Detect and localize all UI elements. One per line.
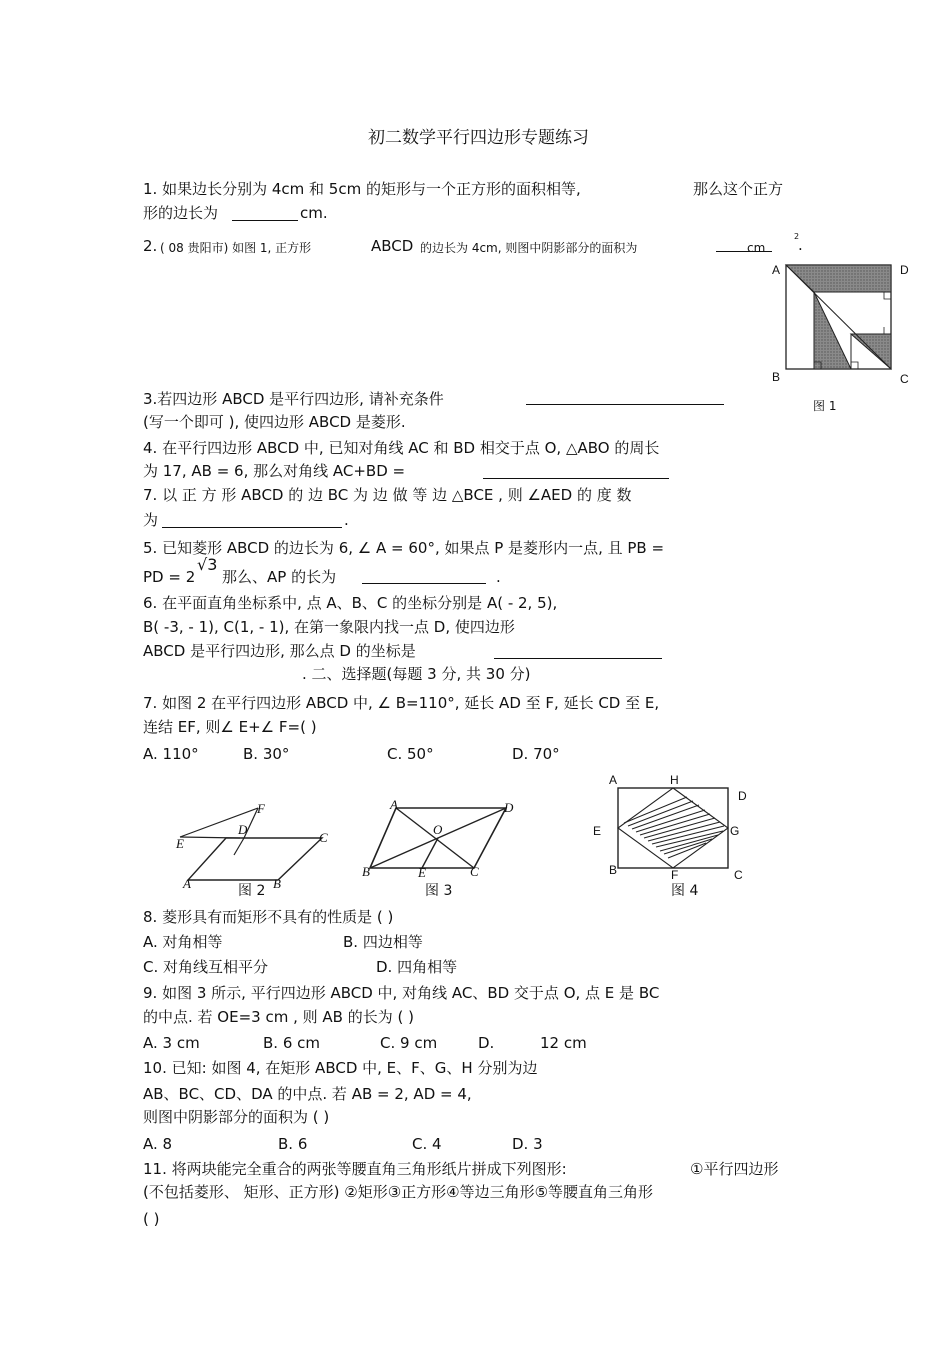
q8-option-c: C. 对角线互相平分 (143, 958, 269, 976)
fig3-label-e: E (418, 865, 426, 880)
fig2-label-a: A (183, 876, 191, 891)
fig4-label-b: B (609, 863, 618, 877)
q2-superscript: 2 (794, 232, 800, 241)
q9-line2: 的中点. 若 OE=3 cm , 则 AB 的长为 ( ) (143, 1008, 414, 1026)
q7a-answer-blank (162, 527, 342, 528)
fig3-label-d: D (504, 800, 514, 815)
q1-line2-end: cm. (300, 204, 328, 222)
fig4-label-c: C (734, 868, 743, 882)
q11-line1: 11. 将两块能完全重合的两张等腰直角三角形纸片拼成下列图形: (143, 1160, 567, 1178)
q8-option-d: D. 四角相等 (376, 958, 458, 976)
q7b-line2: 连结 EF, 则∠ E+∠ F=( ) (143, 718, 317, 736)
fig3-caption: 图 3 (425, 883, 453, 899)
q6-line1: 6. 在平面直角坐标系中, 点 A、B、C 的坐标分别是 A( - 2, 5), (143, 594, 558, 612)
q11-line2: (不包括菱形、 矩形、正方形) ②矩形③正方形④等边三角形⑤等腰直角三角形 (143, 1183, 654, 1201)
q7a-line1: 7. 以 正 方 形 ABCD 的 边 BC 为 边 做 等 边 △BCE , 则 ∠AED 的 度 数 (143, 486, 632, 504)
fig4-label-a: A (609, 773, 618, 787)
q7b-option-d: D. 70° (512, 745, 560, 763)
q7b-option-b: B. 30° (243, 745, 290, 763)
section-2-heading: . 二、选择题(每题 3 分, 共 30 分) (302, 665, 531, 683)
q2-text2: 的边长为 4cm, 则图中阴影部分的面积为 (420, 241, 638, 255)
q2-abcd: ABCD (371, 237, 414, 255)
fig4-label-g: G (730, 824, 740, 838)
figure-2 (170, 800, 340, 895)
fig4-label-d: D (738, 789, 747, 803)
fig1-caption: 图 1 (813, 399, 837, 413)
q7b-option-a: A. 110° (143, 745, 199, 763)
q4-line1: 4. 在平行四边形 ABCD 中, 已知对角线 AC 和 BD 相交于点 O, △ABO 的周长 (143, 439, 660, 457)
fig3-label-a: A (390, 797, 398, 812)
fig1-label-c: C (900, 372, 909, 386)
fig4-label-e: E (593, 824, 602, 838)
q3-line1: 3.若四边形 ABCD 是平行四边形, 请补充条件 (143, 390, 444, 408)
q5-line1: 5. 已知菱形 ABCD 的边长为 6, ∠ A = 60°, 如果点 P 是菱形内一点, 且 PB = (143, 539, 665, 557)
q10-line2: AB、BC、CD、DA 的中点. 若 AB = 2, AD = 4, (143, 1085, 472, 1103)
fig1-label-a: A (772, 263, 781, 277)
q6-line3: ABCD 是平行四边形, 那么点 D 的坐标是 (143, 642, 416, 660)
q5-line2-mid: 那么、AP 的长为 (222, 568, 337, 586)
fig2-label-c: C (319, 830, 328, 845)
fig2-label-f: F (257, 801, 265, 816)
q5-answer-blank (362, 583, 486, 584)
q9-option-b: B. 6 cm (263, 1034, 320, 1052)
q2-period: . (798, 236, 803, 254)
q8-option-b: B. 四边相等 (343, 933, 423, 951)
q4-line2: 为 17, AB = 6, 那么对角线 AC+BD = (143, 462, 406, 480)
q3-line2: (写一个即可 ), 使四边形 ABCD 是菱形. (143, 413, 406, 431)
figure-1 (770, 258, 920, 408)
q11-line1-end: ①平行四边形 (690, 1160, 779, 1178)
q7a-line2-end: . (344, 511, 349, 529)
fig2-label-d: D (238, 822, 248, 837)
q10-option-a: A. 8 (143, 1135, 173, 1153)
q7b-line1: 7. 如图 2 在平行四边形 ABCD 中, ∠ B=110°, 延长 AD 至 F, 延长 CD 至 E, (143, 694, 660, 712)
q9-option-c: C. 9 cm (380, 1034, 438, 1052)
q9-option-a: A. 3 cm (143, 1034, 200, 1052)
figure-4 (610, 780, 740, 880)
fig2-label-b: B (273, 876, 281, 891)
fig1-label-b: B (772, 370, 781, 384)
q10-line3: 则图中阴影部分的面积为 ( ) (143, 1108, 330, 1126)
q10-line1: 10. 已知: 如图 4, 在矩形 ABCD 中, E、F、G、H 分别为边 (143, 1059, 538, 1077)
q7a-line2: 为 (143, 511, 159, 529)
q1-line1-end: 那么这个正方 (693, 180, 784, 198)
q6-answer-blank (494, 658, 662, 659)
fig4-caption: 图 4 (671, 883, 699, 899)
q1-answer-blank (232, 220, 298, 221)
q8-line1: 8. 菱形具有而矩形不具有的性质是 ( ) (143, 908, 394, 926)
q9-option-d-value: 12 cm (540, 1034, 587, 1052)
figure-3 (360, 795, 520, 885)
q2-number: 2. (143, 237, 158, 255)
q11-line3: ( ) (143, 1210, 160, 1228)
q1-line1: 1. 如果边长分别为 4cm 和 5cm 的矩形与一个正方形的面积相等, (143, 180, 581, 198)
q9-line1: 9. 如图 3 所示, 平行四边形 ABCD 中, 对角线 AC、BD 交于点 O, 点 E 是 BC (143, 984, 660, 1002)
q3-answer-blank (526, 404, 724, 405)
q10-option-b: B. 6 (278, 1135, 308, 1153)
q10-option-d: D. 3 (512, 1135, 543, 1153)
fig4-label-h: H (670, 773, 679, 787)
q5-line2-start: PD = 2 (143, 568, 196, 586)
q9-option-d-label: D. (478, 1034, 495, 1052)
q2-unit: cm (747, 241, 766, 255)
q2-text: ( 08 贵阳市) 如图 1, 正方形 (160, 241, 312, 255)
q5-line2-end: . (496, 568, 501, 586)
q1-line2-start: 形的边长为 (143, 204, 219, 222)
fig2-caption: 图 2 (238, 883, 266, 899)
q5-sqrt: √3 (197, 555, 218, 574)
fig3-label-b: B (362, 864, 370, 879)
q8-option-a: A. 对角相等 (143, 933, 223, 951)
fig2-label-e: E (176, 836, 184, 851)
page-title: 初二数学平行四边形专题练习 (368, 128, 589, 148)
q7b-option-c: C. 50° (387, 745, 434, 763)
fig3-label-c: C (470, 864, 479, 879)
fig4-label-f: F (671, 868, 679, 882)
q10-option-c: C. 4 (412, 1135, 442, 1153)
q6-line2: B( -3, - 1), C(1, - 1), 在第一象限内找一点 D, 使四边形 (143, 618, 515, 636)
q4-answer-blank (483, 478, 669, 479)
fig1-label-d: D (900, 263, 909, 277)
fig3-label-o: O (433, 822, 443, 837)
